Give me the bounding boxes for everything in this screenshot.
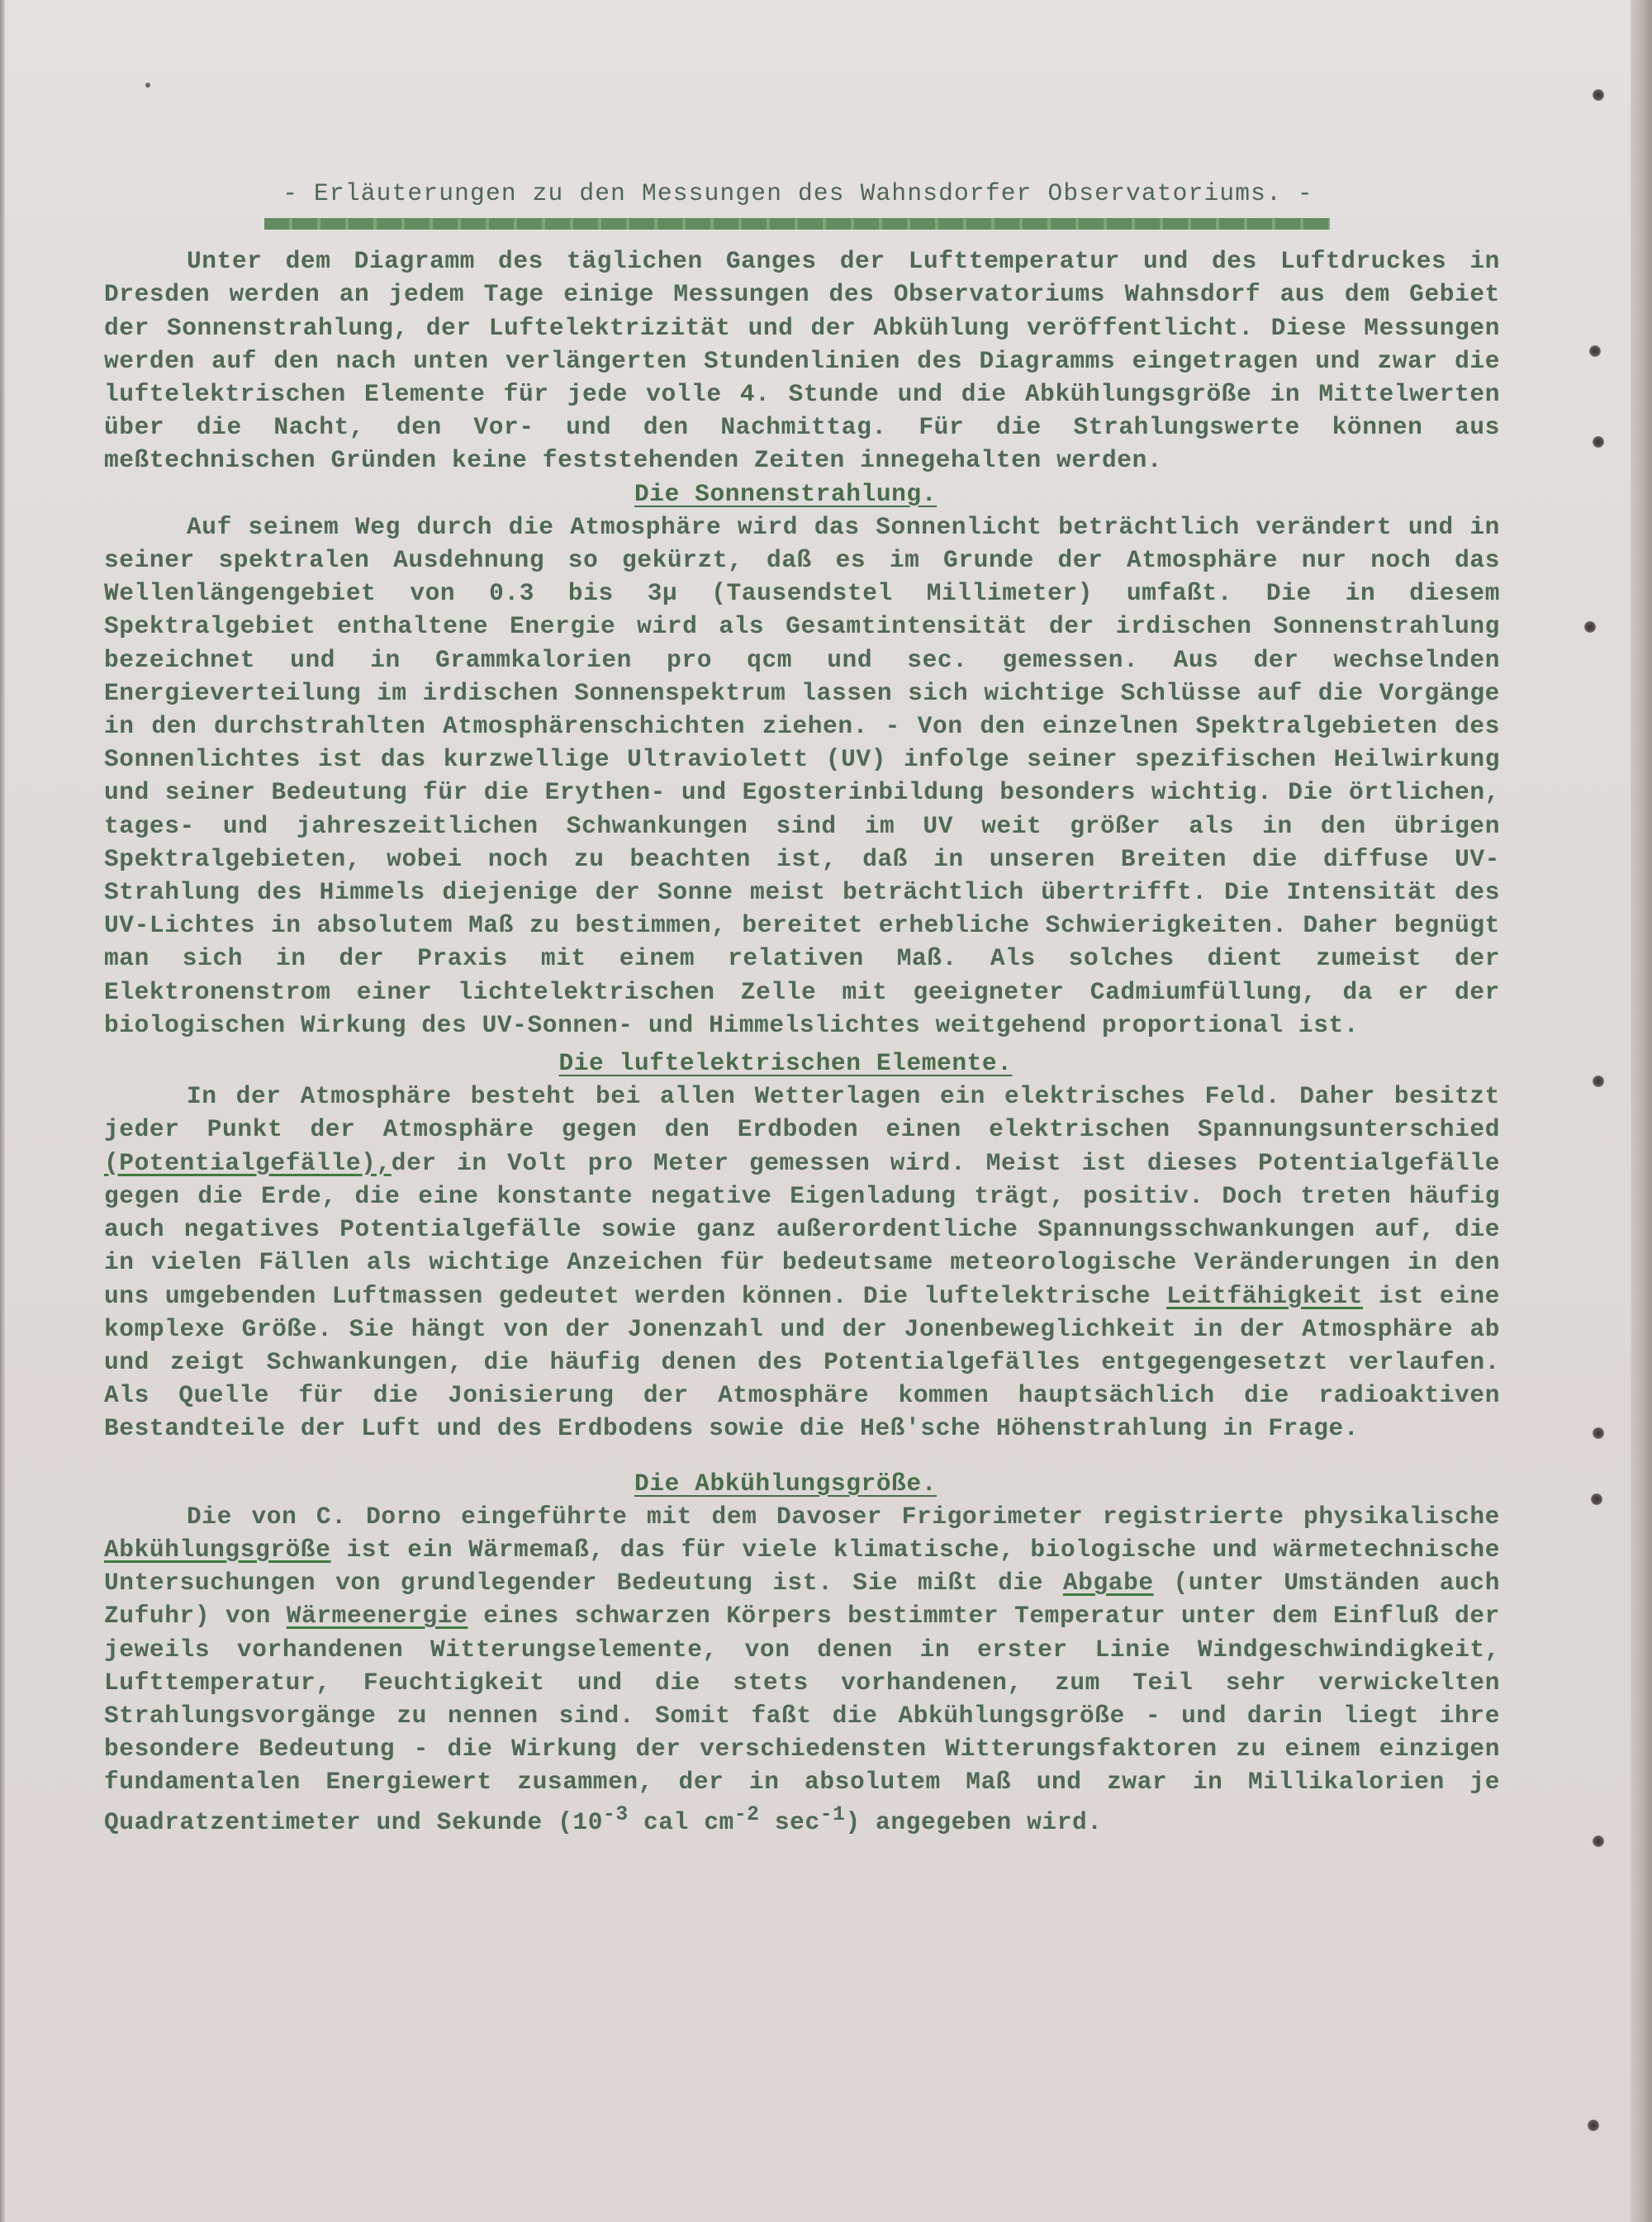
superscript: -1 bbox=[819, 1803, 846, 1826]
underlined-term: (Potentialgefälle), bbox=[104, 1148, 392, 1177]
page-left-edge bbox=[0, 0, 5, 2222]
paragraph-text: ) angegeben wird. bbox=[845, 1807, 1103, 1836]
punch-hole-mark bbox=[1593, 1075, 1604, 1087]
paragraph-text: ist ein Wärmemaß, das für viele klimatische, biologische und wärmetechnische Untersuchungen von grundlegender Bedeutung ist. Sie mißt die bbox=[104, 1535, 1500, 1598]
section-heading-text: Die luftelektrischen Elemente. bbox=[558, 1049, 1013, 1078]
punch-hole-mark bbox=[1588, 2120, 1599, 2131]
paper-speck bbox=[145, 83, 150, 88]
section-heading-luftelektrik bbox=[71, 1047, 1500, 1080]
page-right-edge bbox=[1631, 0, 1652, 2222]
intro-paragraph: Unter dem Diagramm des täglichen Ganges der Lufttemperatur und des Luftdruckes in Dresden werden an jedem Tage einige Messungen des Observatoriums Wahnsdorf aus dem Gebiet der Sonnenstrahlung, der Luftelektrizität und der Abkühlung veröffentlicht. Diese Messungen werden auf den nach unten verlängerten Stundenlinien des Diagramms eingetragen und zwar die luftelektrischen Elemente für jede volle 4. Stunde und die Abkühlungsgröße in Mittelwerten über die Nacht, den Vor- und den Nachmittag. Für die Strahlungswerte können aus meßtechnischen Gründen keine feststehenden Zeiten innegehalten werden. bbox=[104, 247, 1500, 475]
punch-hole-mark bbox=[1584, 621, 1596, 633]
underlined-term: Abgabe bbox=[1062, 1569, 1154, 1598]
paragraph-text: der in Volt pro Meter gemessen wird. Meist ist dieses Potentialgefälle gegen die Erde, die eine konstante negative Eigenladung trägt, positiv. Doch treten häufig auch negatives Potentialgefälle sowie ganz außerordentliche Spannungsschwankungen auf, die in vielen Fällen als wichtige Anzeichen für bedeutsame meteorologische Veränderungen in den uns umgebenden Luftmassen gedeutet werden können. Die luftelektrische bbox=[104, 1148, 1500, 1310]
punch-hole-mark bbox=[1593, 89, 1604, 101]
paragraph-text: ist eine komplexe Größe. Sie hängt von der Jonenzahl und der Jonenbeweglichkeit in der Atmosphäre ab und zeigt Schwankungen, die häufig denen des Potentialgefälles entgegengesetzt verlaufen. Als Quelle für die Jonisierung der Atmosphäre kommen hauptsächlich die radioaktiven Bestandteile der Luft und des Erdbodens sowie die Heß'sche Höhenstrahlung in Frage. bbox=[104, 1281, 1500, 1443]
abkuehlung-paragraph bbox=[104, 1500, 1500, 1839]
luftelektrik-paragraph bbox=[104, 1080, 1500, 1445]
punch-hole-mark bbox=[1591, 1493, 1602, 1505]
paragraph-text: sec bbox=[759, 1807, 820, 1836]
punch-hole-mark bbox=[1593, 1427, 1604, 1439]
section-heading-abkuehlung bbox=[71, 1467, 1500, 1500]
document-title: - Erläuterungen zu den Messungen des Wahnsdorfer Observatoriums. - bbox=[282, 179, 1313, 207]
punch-hole-mark bbox=[1593, 436, 1604, 448]
superscript: -3 bbox=[603, 1803, 629, 1826]
punch-hole-mark bbox=[1589, 345, 1601, 357]
punch-hole-mark bbox=[1593, 1835, 1604, 1847]
paragraph-text: In der Atmosphäre besteht bei allen Wetterlagen ein elektrisches Feld. Daher besitzt jeder Punkt der Atmosphäre gegen den Erdboden einen elektrischen Spannungsunterschied bbox=[104, 1082, 1500, 1144]
title-underline-rule bbox=[264, 218, 1330, 230]
underlined-term: Wärmeenergie bbox=[286, 1602, 468, 1631]
superscript: -2 bbox=[733, 1803, 760, 1826]
section-heading-text: Die Sonnenstrahlung. bbox=[634, 479, 938, 508]
section-heading-text: Die Abkühlungsgröße. bbox=[634, 1469, 938, 1498]
sonnenstrahlung-paragraph: Auf seinem Weg durch die Atmosphäre wird das Sonnenlicht beträchtlich verändert und in seiner spektralen Ausdehnung so gekürzt, daß es im Grunde der Atmosphäre nur noch das Wellenlängengebiet von 0.3 bis 3µ (Tausendstel Millimeter) umfaßt. Die in diesem Spektralgebiet enthaltene Energie wird als Gesamtintensität der irdischen Sonnenstrahlung bezeichnet und in Grammkalorien pro qcm und sec. gemessen. Aus der wechselnden Energieverteilung im irdischen Sonnenspektrum lassen sich wichtige Schlüsse auf die Vorgänge in den durchstrahlten Atmosphärenschichten ziehen. - Von den einzelnen Spektralgebieten des Sonnenlichtes ist das kurzwellige Ultraviolett (UV) infolge seiner spezifischen Heilwirkung und seiner Bedeutung für die Erythen- und Egosterinbildung besonders wichtig. Die örtlichen, tages- und jahreszeitlichen Schwankungen sind im UV weit größer als in den übrigen Spektralgebieten, wobei noch zu beachten ist, daß in unseren Breiten die diffuse UV-Strahlung des Himmels diejenige der Sonne meist beträchtlich übertrifft. Die Intensität des UV-Lichtes in absolutem Maß zu bestimmen, bereitet erhebliche Schwierigkeiten. Daher begnügt man sich in der Praxis mit einem relativen Maß. Als solches dient zumeist der Elektronenstrom einer lichtelektrischen Zelle mit geeigneter Cadmiumfüllung, da er der biologischen Wirkung des UV-Sonnen- und Himmelslichtes weitgehend proportional ist. bbox=[104, 512, 1500, 1039]
underlined-term: Leitfähigkeit bbox=[1166, 1281, 1364, 1310]
underlined-term: Abkühlungsgröße bbox=[104, 1535, 331, 1564]
paragraph-text: eines schwarzen Körpers bestimmter Temperatur unter dem Einfluß der jeweils vorhandenen Witterungselemente, von denen in erster Linie Windgeschwindigkeit, Lufttemperatur, Feuchtigkeit und die stets vorhandenen, zum Teil sehr verwickelten Strahlungsvorgänge zu nennen sind. Somit faßt die Abkühlungsgröße - und darin liegt ihre besondere Bedeutung - die Wirkung der verschiedensten Witterungsfaktoren zu einem einzigen fundamentalen Energiewert zusammen, der in absolutem Maß und zwar in Millikalorien je Quadratzentimeter und Sekunde (10 bbox=[104, 1602, 1500, 1836]
section-heading-sonnenstrahlung bbox=[71, 477, 1500, 510]
paragraph-text: Die von C. Dorno eingeführte mit dem Davoser Frigorimeter registrierte physikalische bbox=[187, 1502, 1500, 1531]
document-body bbox=[104, 177, 1500, 1839]
paragraph-text: cal cm bbox=[628, 1807, 734, 1836]
paragraph-text: (unter Umständen auch Zufuhr) von bbox=[104, 1569, 1500, 1631]
